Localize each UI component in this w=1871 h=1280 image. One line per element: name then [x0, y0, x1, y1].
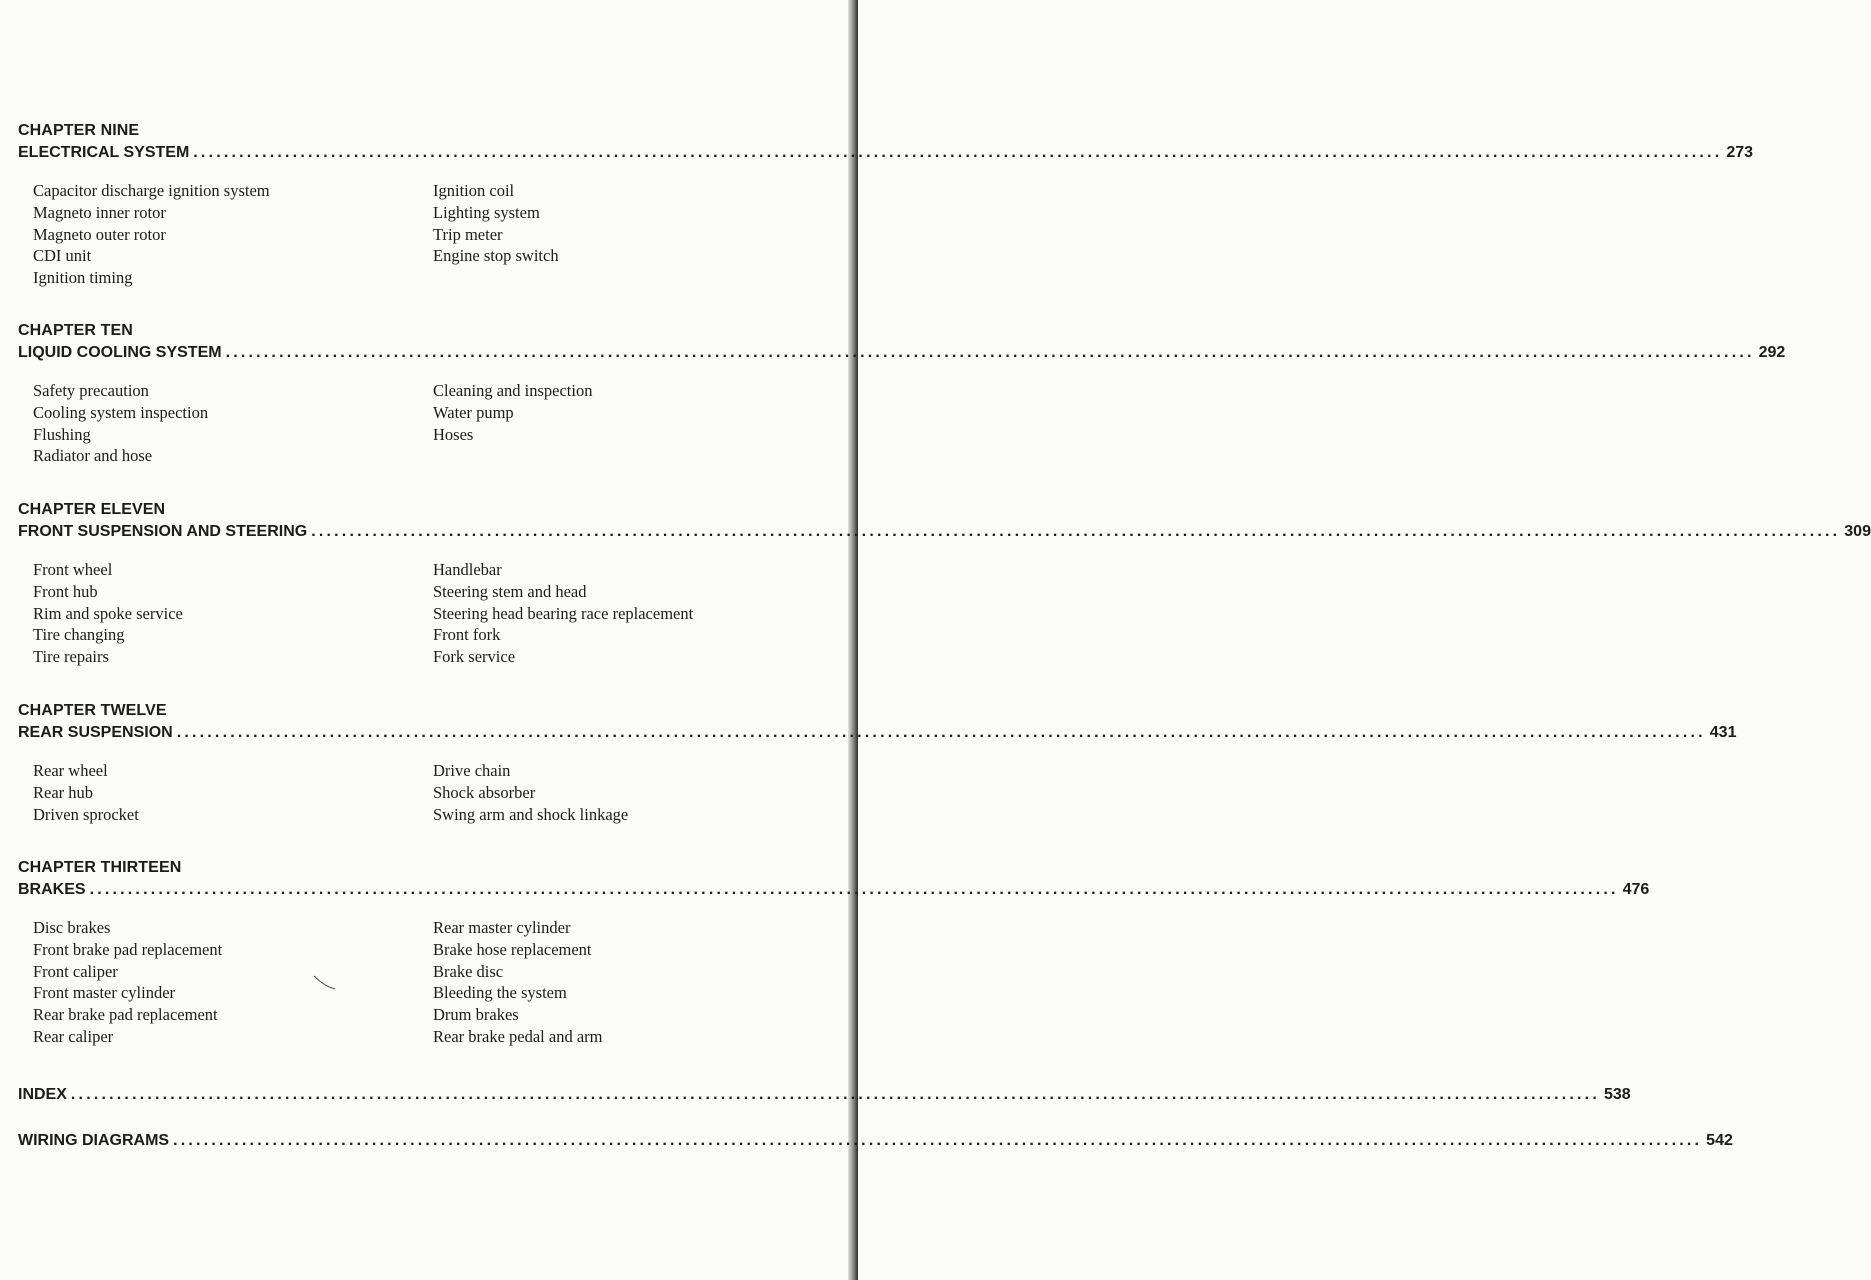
dot-leader: ........................................................................................................................................................................................................ [311, 523, 1841, 540]
topic-item: Rear brake pedal and arm [433, 1026, 603, 1046]
topic-item: Trip meter [433, 224, 503, 244]
wiring-title: WIRING DIAGRAMS [18, 1132, 170, 1149]
topic-item: Safety precaution [33, 381, 149, 400]
topic-item: Flushing [33, 424, 91, 444]
topic-column-left [18, 559, 433, 668]
chapter-ten [18, 320, 1786, 467]
topic-item: CDI unit [33, 246, 92, 266]
topic-column-left [18, 760, 433, 825]
topic-item: Swing arm and shock linkage [433, 804, 629, 824]
chapter-eleven [18, 499, 1871, 668]
topic-item: Drum brakes [433, 1005, 519, 1025]
toc-entry[interactable] [18, 342, 1786, 364]
topic-list [18, 559, 786, 668]
topic-item: Lighting system [433, 202, 540, 222]
topic-item: Steering head bearing race replacement [433, 603, 694, 623]
topic-item: Engine stop switch [433, 246, 559, 266]
toc-entry[interactable] [18, 521, 1871, 543]
topic-column-right [433, 380, 786, 467]
topic-column-right [433, 559, 786, 668]
topic-item: Drive chain [433, 761, 511, 780]
page-number: 273 [1726, 144, 1754, 161]
topic-item: Magneto inner rotor [33, 202, 166, 222]
topic-item: Rear wheel [33, 761, 108, 780]
topic-item: Disc brakes [33, 918, 111, 937]
dot-leader: ........................................................................................................................................................................................................ [225, 344, 1755, 361]
topic-list [18, 380, 786, 467]
chapter-twelve [18, 700, 1737, 825]
dot-leader: ........................................................................................................................................................................................................ [193, 144, 1723, 161]
chapter-title: REAR SUSPENSION [18, 724, 173, 741]
topic-list [18, 917, 786, 1048]
topic-item: Cleaning and inspection [433, 381, 593, 400]
topic-item: Cooling system inspection [33, 402, 209, 422]
topic-column-left [18, 380, 433, 467]
chapter-number: CHAPTER THIRTEEN [18, 859, 182, 876]
topic-item: Front fork [433, 625, 501, 645]
topic-column-right [433, 917, 786, 1048]
dot-leader: ........................................................................................................................................................................................................ [70, 1086, 1600, 1103]
chapter-nine [18, 120, 1754, 289]
topic-item: Steering stem and head [433, 581, 587, 601]
topic-item: Front master cylinder [33, 983, 176, 1003]
dot-leader: ........................................................................................................................................................................................................ [89, 881, 1619, 898]
dot-leader: ........................................................................................................................................................................................................ [173, 1132, 1703, 1149]
topic-list [18, 180, 786, 289]
topic-item: Water pump [433, 402, 514, 422]
page-number: 292 [1758, 344, 1786, 361]
topic-list [18, 760, 786, 825]
topic-item: Rear hub [33, 782, 94, 802]
chapter-number: CHAPTER TEN [18, 322, 133, 339]
index-entry [18, 1084, 1631, 1106]
topic-item: Ignition coil [433, 181, 515, 200]
toc-entry[interactable] [18, 722, 1737, 744]
topic-column-left [18, 180, 433, 289]
page-number: 542 [1706, 1132, 1733, 1149]
toc-entry[interactable] [18, 1084, 1631, 1106]
stray-pencil-mark [313, 975, 337, 991]
page-number: 476 [1622, 881, 1650, 898]
topic-item: Magneto outer rotor [33, 224, 166, 244]
toc-entry[interactable] [18, 879, 1650, 901]
wiring-diagrams-entry [18, 1130, 1733, 1152]
chapter-number: CHAPTER NINE [18, 122, 140, 139]
topic-column-right [433, 760, 786, 825]
topic-item: Front caliper [33, 961, 118, 981]
topic-item: Radiator and hose [33, 446, 153, 466]
topic-item: Front hub [33, 581, 98, 601]
page-number: 431 [1709, 724, 1737, 741]
topic-item: Hoses [433, 424, 474, 444]
chapter-title: BRAKES [18, 881, 86, 898]
topic-item: Rear master cylinder [433, 918, 571, 937]
topic-item: Rim and spoke service [33, 603, 183, 623]
topic-item: Rear brake pad replacement [33, 1005, 218, 1025]
topic-item: Driven sprocket [33, 804, 139, 824]
topic-item: Tire changing [33, 625, 125, 645]
chapter-title: FRONT SUSPENSION AND STEERING [18, 523, 308, 540]
topic-item: Shock absorber [433, 782, 536, 802]
chapter-title: ELECTRICAL SYSTEM [18, 144, 190, 161]
chapter-title: LIQUID COOLING SYSTEM [18, 344, 222, 361]
topic-item: Front brake pad replacement [33, 939, 223, 959]
topic-item: Handlebar [433, 560, 502, 579]
topic-item: Fork service [433, 647, 516, 667]
topic-item: Front wheel [33, 560, 113, 579]
chapter-number: CHAPTER ELEVEN [18, 501, 166, 518]
toc-entry[interactable] [18, 142, 1754, 164]
topic-item: Ignition timing [33, 268, 133, 288]
topic-column-right [433, 180, 786, 289]
chapter-thirteen [18, 857, 1650, 1048]
dot-leader: ........................................................................................................................................................................................................ [176, 724, 1706, 741]
chapter-number: CHAPTER TWELVE [18, 702, 167, 719]
topic-item: Brake hose replacement [433, 939, 592, 959]
index-title: INDEX [18, 1086, 67, 1103]
topic-item: Tire repairs [33, 647, 109, 667]
page-number: 538 [1603, 1086, 1631, 1103]
topic-item: Brake disc [433, 961, 504, 981]
topic-item: Rear caliper [33, 1026, 114, 1046]
page-number: 309 [1844, 523, 1871, 540]
topic-column-left [18, 917, 433, 1048]
toc-entry[interactable] [18, 1130, 1733, 1152]
topic-item: Capacitor discharge ignition system [33, 181, 270, 200]
topic-item: Bleeding the system [433, 983, 567, 1003]
